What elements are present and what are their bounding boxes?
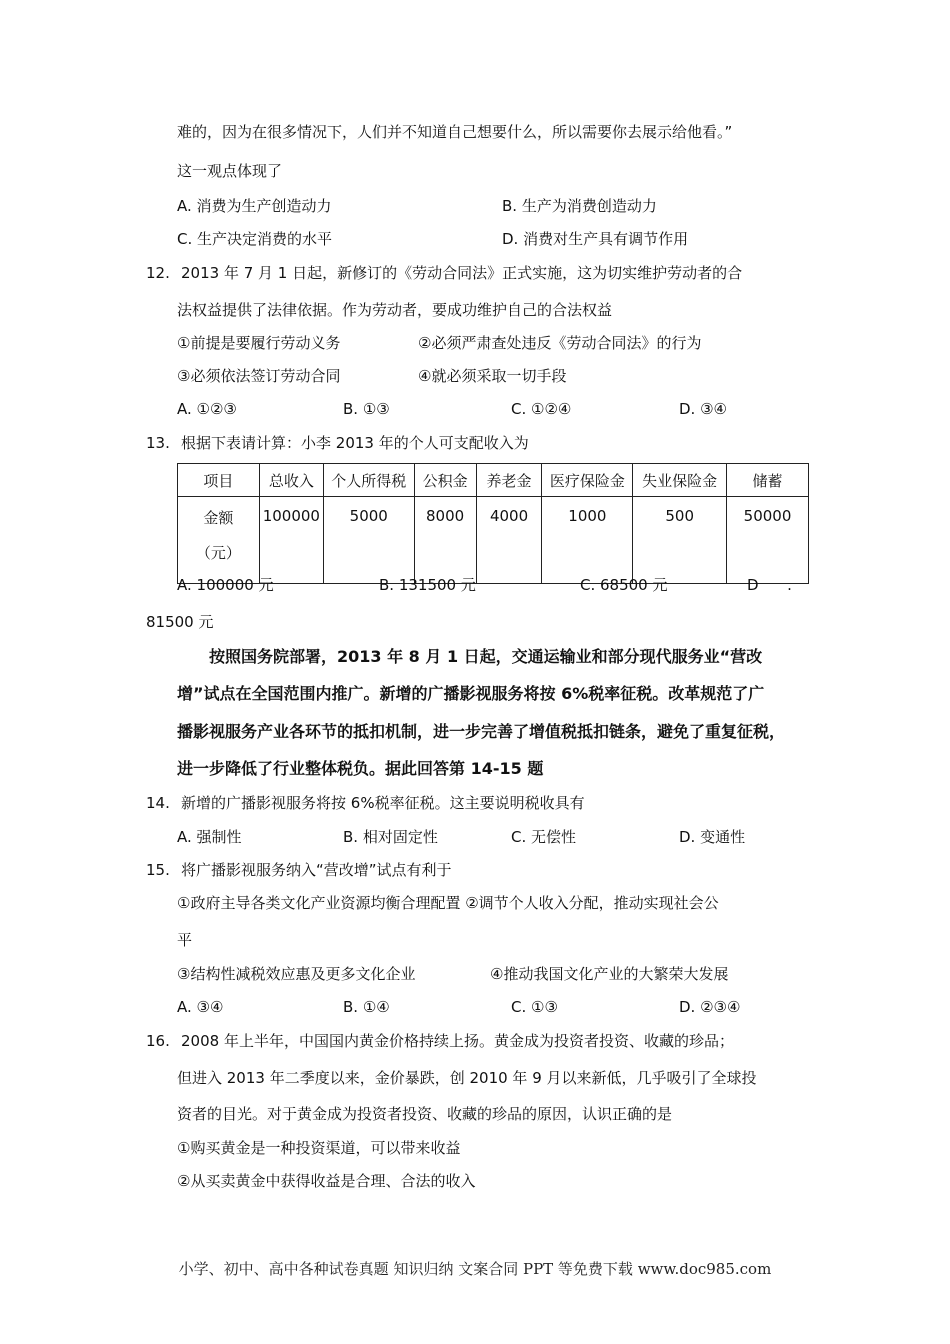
q13-option-d-value: 81500 元 xyxy=(146,613,214,631)
table-cell: 4000 xyxy=(476,497,542,584)
q13-option-b: B. 131500 元 xyxy=(379,576,476,594)
q13-stem: 根据下表请计算：小李 2013 年的个人可支配收入为 xyxy=(181,434,529,452)
q13-option-a: A. 100000 元 xyxy=(177,576,274,594)
table-cell: 1000 xyxy=(542,497,633,584)
table-header-cell: 总收入 xyxy=(259,464,323,497)
income-table xyxy=(177,463,809,584)
table-header-row xyxy=(178,464,809,497)
q12-item-3: ③必须依法签订劳动合同 xyxy=(177,367,341,385)
q15-option-a: A. ③④ xyxy=(177,998,224,1016)
q13-number: 13. xyxy=(146,434,170,452)
table-header-cell: 储蓄 xyxy=(727,464,809,497)
table-row-label-cell xyxy=(178,497,260,584)
q14-option-b: B. 相对固定性 xyxy=(343,828,438,846)
q12-stem-line-1: 2013 年 7 月 1 日起，新修订的《劳动合同法》正式实施，这为切实维护劳动者的合 xyxy=(181,264,743,282)
q11-option-d: D. 消费对生产具有调节作用 xyxy=(502,230,689,248)
table-cell: 8000 xyxy=(414,497,476,584)
table-row-unit: （元） xyxy=(195,544,241,562)
q12-option-d: D. ③④ xyxy=(679,400,727,418)
passage-line-4: 进一步降低了行业整体税负。据此回答第 14-15 题 xyxy=(177,759,544,778)
q12-item-4: ④就必须采取一切手段 xyxy=(418,367,567,385)
table-header-cell: 个人所得税 xyxy=(323,464,414,497)
q12-option-b: B. ①③ xyxy=(343,400,390,418)
q16-stem-line-1: 2008 年上半年，中国国内黄金价格持续上扬。黄金成为投资者投资、收藏的珍品； xyxy=(181,1032,734,1050)
q15-item-4: ④推动我国文化产业的大繁荣大发展 xyxy=(490,965,729,983)
q11-option-b: B. 生产为消费创造动力 xyxy=(502,197,657,215)
passage-line-3: 播影视服务产业各环节的抵扣机制，进一步完善了增值税抵扣链条，避免了重复征税， xyxy=(177,722,786,741)
q15-number: 15. xyxy=(146,861,170,879)
table-header-cell: 医疗保险金 xyxy=(542,464,633,497)
q15-stem: 将广播影视服务纳入“营改增”试点有利于 xyxy=(181,861,452,879)
table-header-cell: 项目 xyxy=(178,464,260,497)
table-header-cell: 失业保险金 xyxy=(633,464,727,497)
q12-number: 12. xyxy=(146,264,170,282)
page-footer: 小学、初中、高中各种试卷真题 知识归纳 文案合同 PPT 等免费下载 www.doc985.com xyxy=(178,1260,772,1278)
q11-option-c: C. 生产决定消费的水平 xyxy=(177,230,333,248)
q12-item-1: ①前提是要履行劳动义务 xyxy=(177,334,341,352)
table-cell: 100000 xyxy=(259,497,323,584)
q12-stem-line-2: 法权益提供了法律依据。作为劳动者，要成功维护自己的合法权益 xyxy=(177,301,613,319)
q16-item-1: ①购买黄金是一种投资渠道，可以带来收益 xyxy=(177,1139,461,1157)
q14-stem: 新增的广播影视服务将按 6%税率征税。这主要说明税收具有 xyxy=(181,794,585,812)
q12-option-a: A. ①②③ xyxy=(177,400,237,418)
passage-line-1: 按照国务院部署，2013 年 8 月 1 日起，交通运输业和部分现代服务业“营改 xyxy=(209,647,763,666)
q15-item-3: ③结构性减税效应惠及更多文化企业 xyxy=(177,965,416,983)
table-cell: 50000 xyxy=(727,497,809,584)
q15-option-c: C. ①③ xyxy=(511,998,558,1016)
q14-number: 14. xyxy=(146,794,170,812)
q15-option-d: D. ②③④ xyxy=(679,998,741,1016)
q15-items-line-1-cont: 平 xyxy=(177,931,193,949)
q15-option-b: B. ①④ xyxy=(343,998,390,1016)
q12-item-2: ②必须严肃查处违反《劳动合同法》的行为 xyxy=(418,334,702,352)
q11-option-a: A. 消费为生产创造动力 xyxy=(177,197,332,215)
q15-items-line-1: ①政府主导各类文化产业资源均衡合理配置 ②调节个人收入分配，推动实现社会公 xyxy=(177,894,719,912)
table-row-label: 金额 xyxy=(203,509,234,527)
q16-stem-line-3: 资者的目光。对于黄金成为投资者投资、收藏的珍品的原因，认识正确的是 xyxy=(177,1105,673,1123)
q13-option-d: D . xyxy=(747,576,792,594)
q14-option-c: C. 无偿性 xyxy=(511,828,577,846)
q16-number: 16. xyxy=(146,1032,170,1050)
table-header-cell: 公积金 xyxy=(414,464,476,497)
q12-option-c: C. ①②④ xyxy=(511,400,572,418)
q16-item-2: ②从买卖黄金中获得收益是合理、合法的收入 xyxy=(177,1172,476,1190)
table-row xyxy=(178,497,809,584)
q16-stem-line-2: 但进入 2013 年二季度以来，金价暴跌，创 2010 年 9 月以来新低，几乎吸引了全球投 xyxy=(177,1069,757,1087)
q14-option-a: A. 强制性 xyxy=(177,828,242,846)
intro-line-2: 这一观点体现了 xyxy=(177,162,283,180)
intro-line-1: 难的，因为在很多情况下，人们并不知道自己想要什么，所以需要你去展示给他看。” xyxy=(177,123,733,141)
q13-option-c: C. 68500 元 xyxy=(580,576,668,594)
table-cell: 500 xyxy=(633,497,727,584)
passage-line-2: 增”试点在全国范围内推广。新增的广播影视服务将按 6%税率征税。改革规范了广 xyxy=(177,684,765,703)
table-cell: 5000 xyxy=(323,497,414,584)
table-header-cell: 养老金 xyxy=(476,464,542,497)
q14-option-d: D. 变通性 xyxy=(679,828,746,846)
